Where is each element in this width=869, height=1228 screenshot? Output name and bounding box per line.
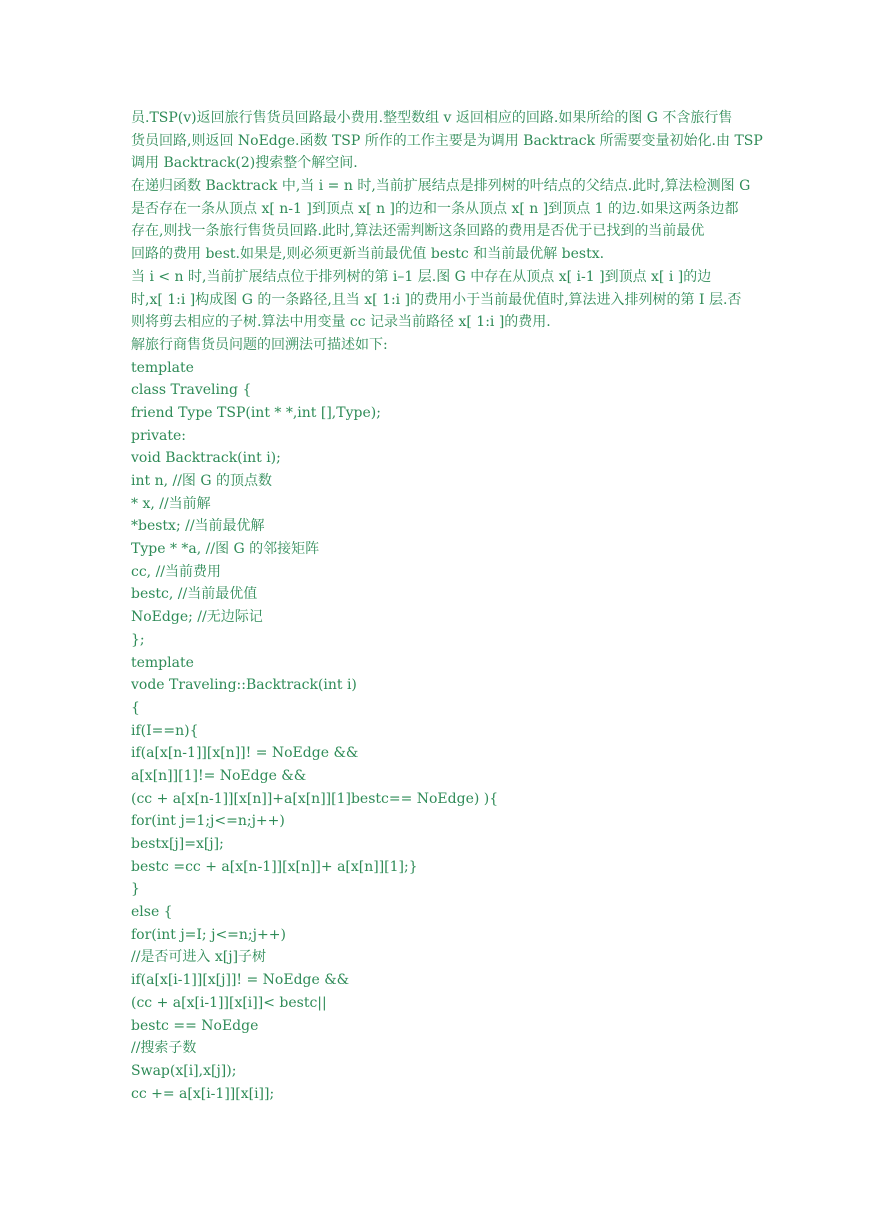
text-line: } <box>131 881 140 898</box>
text-line: class Traveling { <box>131 382 252 399</box>
text-line: 在递归函数 Backtrack 中,当 i = n 时,当前扩展结点是排列树的叶结点的父结点.此时,算法检测图 G <box>131 178 751 195</box>
text-line: if(I==n){ <box>131 722 199 739</box>
text-line: template <box>131 359 194 376</box>
text-line: for(int j=I; j<=n;j++) <box>131 926 286 943</box>
text-line: int n, //图 G 的顶点数 <box>131 473 273 489</box>
text-line: 当 i < n 时,当前扩展结点位于排列树的第 i–1 层.图 G 中存在从顶点 x[ i-1 ]到顶点 x[ i ]的边 <box>131 268 712 285</box>
text-line: 调用 Backtrack(2)搜索整个解空间. <box>131 155 358 172</box>
text-line: 解旅行商售货员问题的回溯法可描述如下: <box>131 336 388 353</box>
text-line: NoEdge; //无边际记 <box>131 609 263 626</box>
text-line: bestx[j]=x[j]; <box>131 836 224 852</box>
text-line: bestc =cc + a[x[n-1]][x[n]]+ a[x[n]][1];} <box>131 858 418 875</box>
text-line: { <box>131 699 140 716</box>
text-line: private: <box>131 427 187 444</box>
text-line: vode Traveling::Backtrack(int i) <box>131 677 357 694</box>
text-line: 员.TSP(v)返回旅行售货员回路最小费用.整型数组 v 返回相应的回路.如果所给的图 G 不含旅行售 <box>131 110 733 126</box>
text-line: Swap(x[i],x[j]); <box>131 1062 237 1079</box>
text-line: * x, //当前解 <box>131 495 211 512</box>
text-line: for(int j=1;j<=n;j++) <box>131 813 285 830</box>
text-line: }; <box>131 631 145 648</box>
text-line: 则将剪去相应的子树.算法中用变量 cc 记录当前路径 x[ 1:i ]的费用. <box>131 314 551 331</box>
text-line: else { <box>131 904 173 921</box>
text-line: Type * *a, //图 G 的邻接矩阵 <box>131 541 320 558</box>
text-line: (cc + a[x[i-1]][x[i]]< bestc|| <box>131 994 327 1011</box>
text-line: friend Type TSP(int * *,int [],Type); <box>131 404 381 421</box>
text-line: 货员回路,则返回 NoEdge.函数 TSP 所作的工作主要是为调用 Backtrack 所需要变量初始化.由 TSP <box>131 132 763 149</box>
text-line: 是否存在一条从顶点 x[ n-1 ]到顶点 x[ n ]的边和一条从顶点 x[ n ]到顶点 1 的边.如果这两条边都 <box>131 200 739 217</box>
text-line: cc, //当前费用 <box>131 563 222 580</box>
text-line: 时,x[ 1:i ]构成图 G 的一条路径,且当 x[ 1:i ]的费用小于当前最优值时,算法进入排列树的第 I 层.否 <box>131 291 742 308</box>
text-line: (cc + a[x[n-1]][x[n]]+a[x[n]][1]bestc== NoEdge) ){ <box>131 790 499 807</box>
text-line: 存在,则找一条旅行售货员回路.此时,算法还需判断这条回路的费用是否优于已找到的当前最优 <box>131 223 705 240</box>
text-line: if(a[x[i-1]][x[j]]! = NoEdge && <box>131 972 350 989</box>
text-line: //是否可进入 x[j]子树 <box>131 949 267 966</box>
text-line: void Backtrack(int i); <box>131 450 281 467</box>
text-line: template <box>131 654 194 671</box>
text-line: a[x[n]][1]!= NoEdge && <box>131 767 307 784</box>
text-line: *bestx; //当前最优解 <box>131 518 265 535</box>
text-line: //搜索子数 <box>131 1040 197 1057</box>
text-line: if(a[x[n-1]][x[n]]! = NoEdge && <box>131 745 359 762</box>
text-line: cc += a[x[i-1]][x[i]]; <box>131 1085 275 1102</box>
text-line: 回路的费用 best.如果是,则必须更新当前最优值 bestc 和当前最优解 bestx. <box>131 246 605 263</box>
text-line: bestc == NoEdge <box>131 1017 259 1034</box>
text-line: bestc, //当前最优值 <box>131 586 258 603</box>
document-body <box>131 107 839 1105</box>
